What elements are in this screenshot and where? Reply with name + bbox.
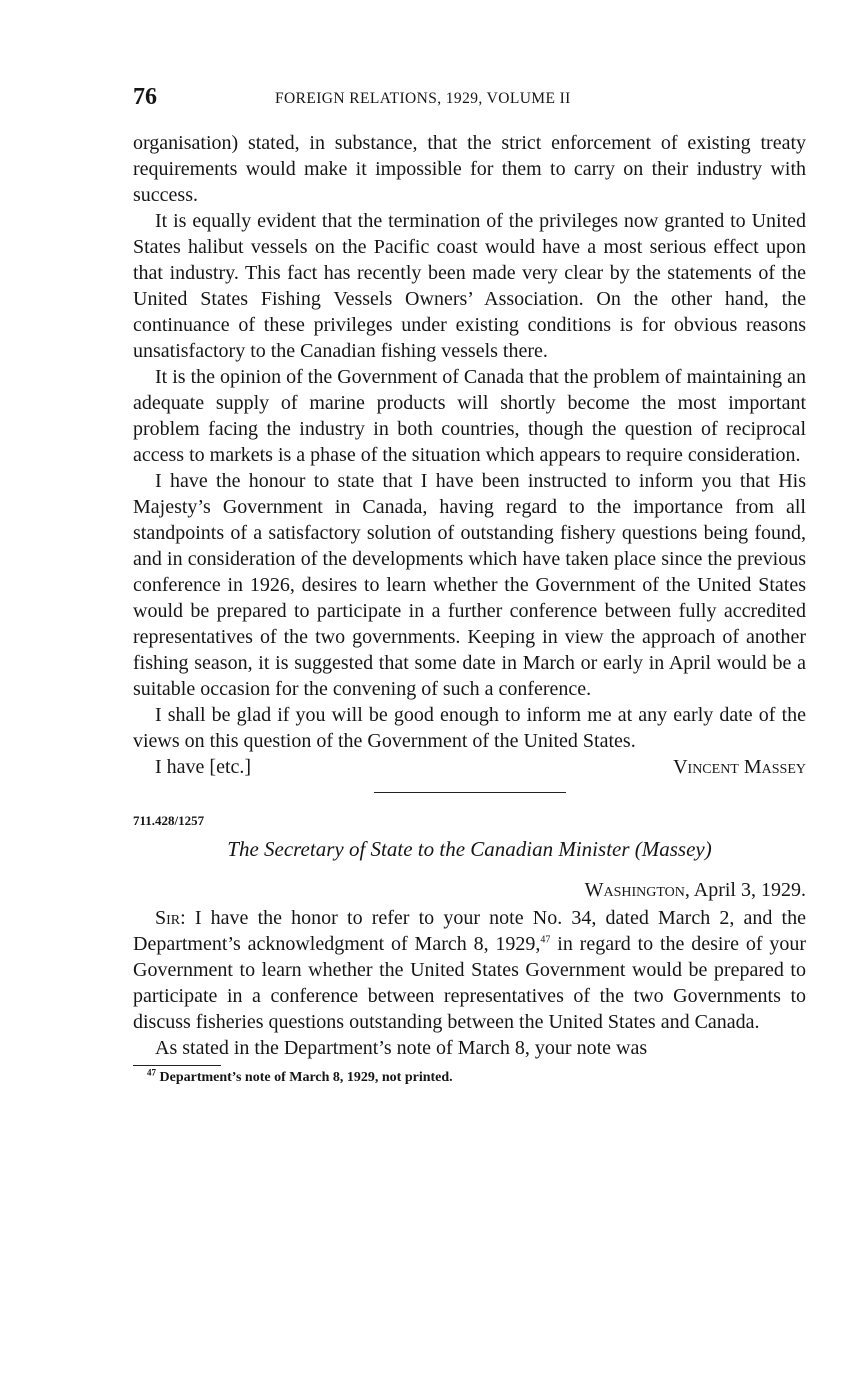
page-body [133, 130, 806, 1088]
paragraph: It is the opinion of the Government of Canada that the problem of maintaining an adequate supply of marine products will shortly become the most important problem facing the industry in both countries, though the question of reciprocal access to markets is a phase of the situation which appears to require consideration. [133, 366, 806, 466]
dateline-place: Washington, [584, 879, 690, 901]
footnote-reference[interactable]: 47 [540, 934, 551, 946]
salutation: Sir: [155, 907, 186, 929]
letter-text: I have the honor to refer to your note No. 34, dated March 2, and the Department’s acknowledgment of March 8, 1929, [133, 907, 806, 955]
paragraph: I have the honour to state that I have been instructed to inform you that His Majesty’s Government in Canada, having regard to the importance from all standpoints of a satisfactory solution of outstanding fishery questions being found, and in consideration of the developments which have taken place since the previous conference in 1926, desires to learn whether the Government of the United States would be prepared to participate in a further conference between fully accredited representatives of the two governments. Keeping in view the approach of another fishing season, it is suggested that some date in March or early in April would be a suitable occasion for the convening of such a conference. [133, 470, 806, 700]
page-header [133, 84, 806, 114]
paragraph: organisation) stated, in substance, that the strict enforcement of existing treaty requirements would make it impossible for them to carry on their industry with success. [133, 132, 806, 206]
footnote-text: Department’s note of March 8, 1929, not printed. [156, 1070, 453, 1085]
letter-paragraph [133, 905, 806, 1035]
page-number: 76 [133, 84, 157, 110]
signature: Vincent Massey [673, 756, 806, 778]
footnote [133, 1068, 806, 1088]
footnote-marker: 47 [147, 1067, 156, 1078]
letter-paragraph: As stated in the Department’s note of March 8, your note was [155, 1037, 648, 1059]
dateline [133, 877, 806, 903]
letter-text: in regard to the desire of your Government to learn whether the United States Government would be prepared to participate in a conference between representatives of the two Governments to discuss fisheries questions outstanding between the United States and Canada. [133, 933, 806, 1033]
running-head: FOREIGN RELATIONS, 1929, VOLUME II [275, 90, 571, 107]
footnote-divider [133, 1065, 221, 1066]
paragraph: I shall be glad if you will be good enough to inform me at any early date of the views on this question of the Government of the United States. [133, 704, 806, 752]
file-number: 711.428/1257 [133, 813, 205, 828]
section-divider [374, 792, 566, 793]
complimentary-close: I have [etc.] [155, 756, 252, 778]
closing [133, 754, 806, 780]
dateline-date: April 3, 1929. [689, 879, 806, 901]
paragraph: It is equally evident that the termination of the privileges now granted to United States halibut vessels on the Pacific coast would have a most serious effect upon that industry. This fact has recently been made very clear by the statements of the United States Fishing Vessels Owners’ Association. On the other hand, the continuance of these privileges under existing conditions is for obvious reasons unsatisfactory to the Canadian fishing vessels there. [133, 210, 806, 362]
document-title: The Secretary of State to the Canadian Minister (Massey) [227, 837, 712, 861]
